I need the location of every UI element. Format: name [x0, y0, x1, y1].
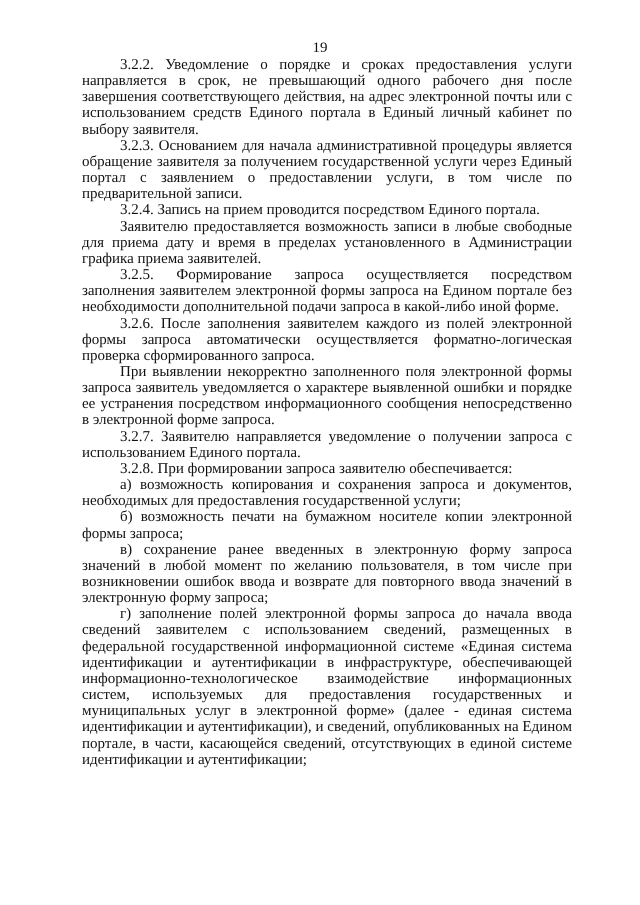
- paragraph-3-2-5: 3.2.5. Формирование запроса осуществляется посредством заполнения заявителем электронной формы запроса на Едином портале без необходимости дополнительной подачи запроса в какой-либо иной форме.: [82, 267, 572, 316]
- page-number: 19: [312, 40, 328, 56]
- list-item-g: г) заполнение полей электронной формы запроса до начала ввода сведений заявителем с использованием сведений, размещенных в федеральной государственной информационной системе «Единая система идентификации и аутентификации в инфраструктуре, обеспечивающей информационно-технологическое взаимодействие информационных систем, используемых для предоставления государственных и муниципальных услуг в электронной форме» (далее - единая система идентификации и аутентификации), и сведений, опубликованных на Едином портале, в части, касающейся сведений, отсутствующих в единой системе идентификации и аутентификации;: [82, 606, 572, 768]
- paragraph-3-2-2: 3.2.2. Уведомление о порядке и сроках предоставления услуги направляется в срок, не превышающий одного рабочего дня после завершения соответствующего действия, на адрес электронной почты или с использованием средств Единого портала в Единый личный кабинет по выбору заявителя.: [82, 57, 572, 138]
- paragraph-3-2-8: 3.2.8. При формировании запроса заявителю обеспечивается:: [120, 460, 513, 477]
- list-item-a: а) возможность копирования и сохранения запроса и документов, необходимых для предоставления государственной услуги;: [82, 477, 572, 510]
- paragraph-3-2-3: 3.2.3. Основанием для начала административной процедуры является обращение заявителя за получением государственной услуги через Единый портал с заявлением о предоставлении услуги, в том числе по предварительной записи.: [82, 137, 572, 203]
- paragraph-3-2-7: 3.2.7. Заявителю направляется уведомление о получении запроса с использованием Единого портала.: [82, 428, 572, 461]
- paragraph-error-notification: При выявлении некорректно заполненного поля электронной формы запроса заявитель уведомляется о характере выявленной ошибки и порядке ее устранения посредством информационного сообщения непосредственно в электронной форме запроса.: [82, 363, 572, 429]
- list-item-b: б) возможность печати на бумажном носителе копии электронной формы запроса;: [82, 509, 572, 542]
- paragraph-3-2-4: 3.2.4. Запись на прием проводится посредством Единого портала.: [120, 202, 540, 219]
- paragraph-3-2-6: 3.2.6. После заполнения заявителем каждого из полей электронной формы запроса автоматически осуществляется форматно-логическая проверка сформированного запроса.: [82, 315, 572, 364]
- document-body: [82, 57, 572, 768]
- paragraph-appointment-availability: Заявителю предоставляется возможность записи в любые свободные для приема дату и время в пределах установленного в Администрации графика приема заявителей.: [82, 218, 572, 267]
- list-item-v: в) сохранение ранее введенных в электронную форму запроса значений в любой момент по желанию пользователя, в том числе при возникновении ошибок ввода и возврате для повторного ввода значений в электронную форму запроса;: [82, 541, 572, 607]
